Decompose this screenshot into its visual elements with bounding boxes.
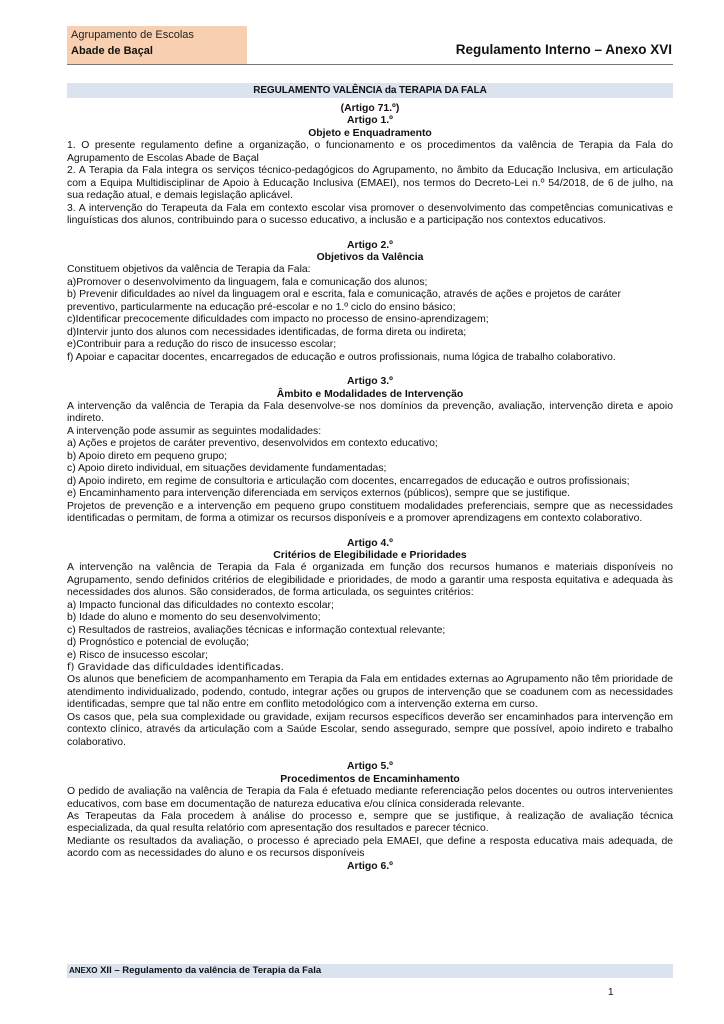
article-3-heading: Artigo 3.º: [347, 376, 393, 388]
article-4-paragraph-3: Os casos que, pela sua complexidade ou gravidade, exijam recursos específicos deverão ser encaminhados para intervenção em contexto clínico, através da articulação com a Saúde Escolar, sendo assegurado, sempre que possível, apoio indireto e trabalho colaborativo.: [67, 711, 673, 748]
list-item: e) Risco de insucesso escolar;: [67, 649, 208, 661]
article-5-paragraph-2: As Terapeutas da Fala procedem à análise do processo e, sempre que se justifique, à realização de avaliação técnica especializada, da qual resulta relatório com apresentação dos resultados e parecer técnico.: [67, 811, 673, 835]
list-item: c) Apoio direto individual, em situações devidamente fundamentadas;: [67, 463, 387, 475]
article-5-heading: Artigo 5.º: [347, 761, 393, 773]
list-item: b) Prevenir dificuldades ao nível da linguagem oral e escrita, fala e comunicação, através de ações e projetos de caráter preventivo, particularmente na educação pré-escolar e no 1.º ciclo do ensino básico;: [67, 289, 621, 313]
article-1-paragraph-1: 1. O presente regulamento define a organização, o funcionamento e os procedimentos da valência de Terapia da Fala do Agrupamento de Escolas Abade de Baçal: [67, 140, 673, 164]
article-reference: (Artigo 71.º): [340, 103, 400, 114]
article-6-heading: Artigo 6.º: [347, 860, 393, 872]
list-item: a)Promover o desenvolvimento da linguagem, fala e comunicação dos alunos;: [67, 276, 428, 288]
article-3-paragraph-2: A intervenção pode assumir as seguintes modalidades:: [67, 425, 322, 437]
article-1-paragraph-2: 2. A Terapia da Fala integra os serviços técnico-pedagógicos do Agrupamento, no âmbito da Educação Inclusiva, em articulação com a Equipa Multidisciplinar de Apoio à Educação Inclusiva (EMAEI), nos termos do Decreto-Lei n.º 54/2018, de 6 de julho, na sua redação atual, e demais legislação aplicável.: [67, 165, 673, 202]
article-2-heading: Artigo 2.º: [347, 239, 393, 251]
school-name-line2: Abade de Baçal: [71, 45, 153, 57]
list-item: e) Encaminhamento para intervenção diferenciada em serviços externos (públicos), sempre que se justifique.: [67, 488, 571, 500]
list-item: a) Ações e projetos de caráter preventivo, desenvolvidos em contexto educativo;: [67, 438, 438, 450]
header-divider: [67, 64, 673, 65]
school-header-box: [67, 26, 247, 64]
list-item: b) Apoio direto em pequeno grupo;: [67, 450, 228, 462]
list-item: d)Intervir junto dos alunos com necessidades identificadas, de forma direta ou indireta;: [67, 326, 467, 338]
list-item: c) Resultados de rastreios, avaliações técnicas e informação contextual relevante;: [67, 624, 446, 636]
article-5-paragraph-1: O pedido de avaliação na valência de Terapia da Fala é efetuado mediante referenciação pelos docentes ou outros intervenientes educativos, com base em documentação de natureza educativa e/ou clínica considerada relevante.: [67, 786, 673, 810]
list-item: a) Impacto funcional das dificuldades no contexto escolar;: [67, 599, 334, 611]
document-body: [67, 103, 673, 873]
article-3-paragraph-3: Projetos de prevenção e a intervenção em pequeno grupo constituem modalidades preferenciais, sempre que as necessidades identificadas o permitam, de forma a otimizar os recursos disponíveis e a promover aprendizagens em contexto colaborativo.: [67, 500, 673, 525]
article-5-subheading: Procedimentos de Encaminhamento: [280, 773, 460, 785]
list-item: c)Identificar precocemente dificuldades com impacto no processo de ensino-aprendizagem;: [67, 314, 489, 326]
list-item: e)Contribuir para a redução do risco de insucesso escolar;: [67, 339, 337, 351]
page-number: 1: [608, 987, 614, 998]
article-3-subheading: Âmbito e Modalidades de Intervenção: [276, 388, 464, 400]
article-1-subheading: Objeto e Enquadramento: [308, 127, 432, 139]
article-1-heading: Artigo 1.º: [347, 115, 393, 127]
annex-word: ANEXO: [69, 966, 98, 975]
list-item: d) Apoio indireto, em regime de consultoria e articulação com docentes, encarregados de educação e outros profissionais;: [67, 475, 630, 487]
article-2-subheading: Objetivos da Valência: [316, 251, 424, 263]
list-item: f) Gravidade das dificuldades identificadas.: [67, 662, 284, 674]
annex-title: XII – Regulamento da valência de Terapia da Fala: [97, 965, 322, 976]
list-item: f) Apoiar e capacitar docentes, encarregados de educação e outros profissionais, numa lógica de trabalho colaborativo.: [67, 351, 616, 363]
article-2-intro: Constituem objetivos da valência de Terapia da Fala:: [67, 264, 311, 276]
list-item: d) Prognóstico e potencial de evolução;: [67, 637, 249, 649]
article-5-paragraph-3: Mediante os resultados da avaliação, o processo é apreciado pela EMAEI, que define a resposta educativa mais adequada, de acordo com as necessidades do aluno e os recursos disponíveis: [67, 835, 673, 860]
document-title: Regulamento Interno – Anexo XVI: [455, 42, 672, 57]
footer-annex-label: [67, 964, 673, 978]
regulation-banner: REGULAMENTO VALÊNCIA da TERAPIA DA FALA: [67, 83, 673, 98]
article-3-paragraph-1: A intervenção da valência de Terapia da Fala desenvolve-se nos domínios da prevenção, avaliação, intervenção direta e apoio indireto.: [67, 400, 673, 425]
school-name-line1: Agrupamento de Escolas: [71, 29, 194, 41]
article-4-subheading: Critérios de Elegibilidade e Prioridades: [273, 549, 467, 561]
article-4-paragraph-1: A intervenção na valência de Terapia da Fala é organizada em função dos recursos humanos e materiais disponíveis no Agrupamento, sendo definidos critérios de elegibilidade e prioridades, de modo a garantir uma resposta equitativa e adequada às necessidades dos alunos. São considerados, de forma articulada, os seguintes critérios:: [67, 562, 673, 599]
article-4-heading: Artigo 4.º: [347, 537, 393, 549]
list-item: b) Idade do aluno e momento do seu desenvolvimento;: [67, 612, 321, 624]
article-1-paragraph-3: 3. A intervenção do Terapeuta da Fala em contexto escolar visa promover o desenvolvimento das competências comunicativas e linguísticas dos alunos, contribuindo para o sucesso educativo, a inclusão e a participação nos contextos educativos.: [67, 202, 673, 227]
article-4-paragraph-2: Os alunos que beneficiem de acompanhamento em Terapia da Fala em entidades externas ao Agrupamento não têm prioridade de atendimento individualizado, podendo, contudo, integrar ações ou grupos de intervenção que se coadunem com as necessidades identificadas, sempre que tal não entre em conflito metodológico com a intervenção externa em curso.: [67, 674, 673, 711]
